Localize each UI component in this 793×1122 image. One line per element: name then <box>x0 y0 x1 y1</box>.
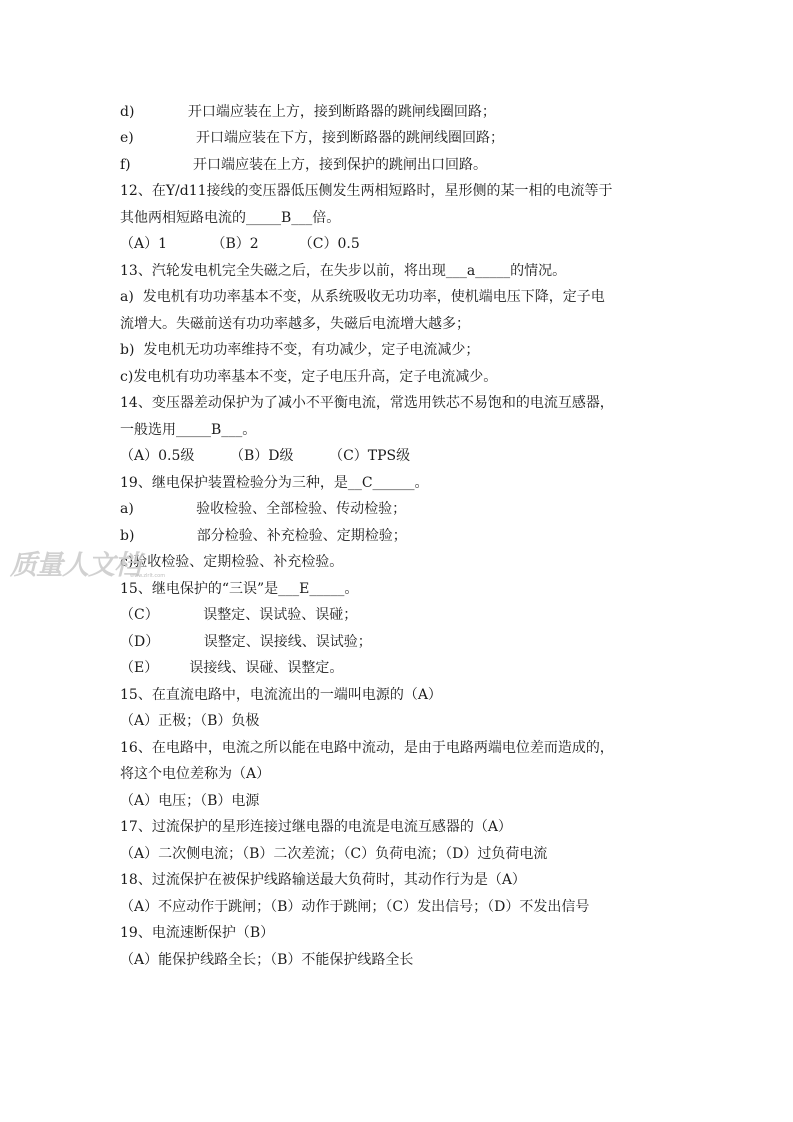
text-line: a) 发电机有功功率基本不变，从系统吸收无功功率，使机端电压下降，定子电 <box>120 289 605 305</box>
text-line: b) 部分检验、补充检验、定期检验； <box>120 528 407 544</box>
text-line: 14、变压器差动保护为了减小不平衡电流，常选用铁芯不易饱和的电流互感器， <box>120 395 614 411</box>
watermark-text: 质量人文档 <box>10 550 140 581</box>
text-line: 一般选用_____B___。 <box>120 422 257 438</box>
text-line: 19、继电保护装置检验分为三种，是__C______。 <box>120 475 429 491</box>
text-line: e) 开口端应装在下方，接到断路器的跳闸线圈回路； <box>120 130 505 146</box>
text-line: 12、在Y/d11接线的变压器低压侧发生两相短路时，星形侧的某一相的电流等于 <box>120 183 613 199</box>
text-line: （A）能保护线路全长；（B）不能保护线路全长 <box>120 952 414 968</box>
text-line: （A）二次侧电流；（B）二次差流；（C）负荷电流；（D）过负荷电流 <box>120 846 548 862</box>
text-line: 17、过流保护的星形连接过继电器的电流是电流互感器的（A） <box>120 819 512 835</box>
text-line: d) 开口端应装在上方，接到断路器的跳闸线圈回路； <box>120 104 496 120</box>
text-line: 15、在直流电路中，电流流出的一端叫电源的（A） <box>120 687 442 703</box>
text-line: 将这个电位差称为（A） <box>120 766 271 782</box>
text-line: c)验收检验、定期检验、补充检验。 <box>120 554 344 570</box>
text-line: 流增大。失磁前送有功功率越多，失磁后电流增大越多； <box>120 316 470 332</box>
text-line: b) 发电机无功功率维持不变，有功减少，定子电流减少； <box>120 342 480 358</box>
text-line: （E） 误接线、误碰、误整定。 <box>120 660 344 676</box>
text-line: c)发电机有功功率基本不变，定子电压升高，定子电流减少。 <box>120 369 498 385</box>
text-line: f) 开口端应装在上方，接到保护的跳闸出口回路。 <box>120 157 487 173</box>
text-line: （D） 误整定、误接线、误试验； <box>120 634 372 650</box>
text-line: 其他两相短路电流的_____B___倍。 <box>120 210 341 226</box>
text-line: （A）不应动作于跳闸；（B）动作于跳闸；（C）发出信号；（D）不发出信号 <box>120 899 590 915</box>
text-line: a) 验收检验、全部检验、传动检验； <box>120 501 407 517</box>
text-line: 15、继电保护的“三误”是___E_____。 <box>120 581 359 597</box>
text-line: （A）1 （B）2 （C）0.5 <box>120 236 360 252</box>
text-line: 16、在电路中，电流之所以能在电路中流动，是由于电路两端电位差而造成的， <box>120 740 614 756</box>
watermark-url: www.zlrlt.com <box>130 573 166 579</box>
text-line: （A）电压；（B）电源 <box>120 793 260 809</box>
text-line: 13、汽轮发电机完全失磁之后，在失步以前，将出现___a_____的情况。 <box>120 263 567 279</box>
text-line: （A）0.5级 （B）D级 （C）TPS级 <box>120 448 411 464</box>
text-line: 19、电流速断保护（B） <box>120 925 275 941</box>
text-line: 18、过流保护在被保护线路输送最大负荷时，其动作行为是（A） <box>120 872 526 888</box>
text-line: （A）正极；（B）负极 <box>120 713 260 729</box>
text-line: （C） 误整定、误试验、误碰； <box>120 607 358 623</box>
